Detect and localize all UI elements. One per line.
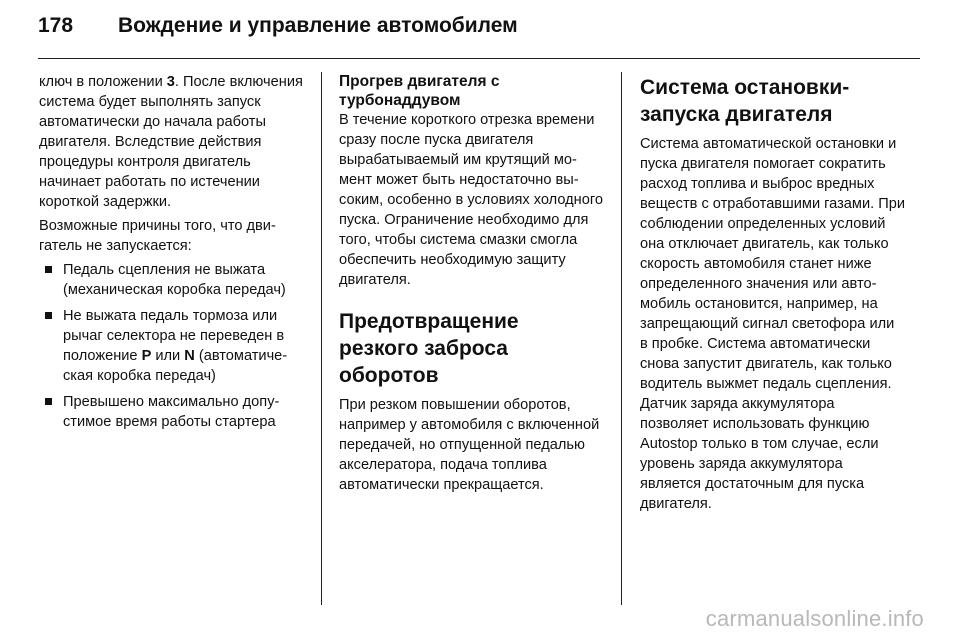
paragraph-overrun-prevention: При резком повышении оборотов, например у автомобиля с включенной передачей, но отпущенной педалью акселератора, подача топлива автоматически прекращается.: [339, 397, 600, 493]
page-number: 178: [38, 14, 74, 37]
list-item: Превышено максимально допустимое время работы стартера: [39, 392, 304, 432]
list-item: Педаль сцепления не выжата (механическая коробка передач): [39, 260, 304, 300]
key-position-3: 3: [166, 74, 175, 90]
reasons-list: [39, 260, 304, 432]
square-bullet-icon: [45, 398, 52, 405]
column-3: [640, 72, 905, 518]
page-header: [38, 14, 920, 38]
heading-overrun-prevention: Предотвращение резкого заброса оборотов: [339, 310, 519, 387]
square-bullet-icon: [45, 266, 52, 273]
column-1: [39, 72, 304, 438]
heading-stop-start-system: Система остановки-запуска двигателя: [640, 76, 850, 126]
header-rule: [38, 58, 920, 59]
paragraph-stop-start-system: Система автоматической остановки и пуска двигателя помогает сократить расход топлива и выброс вредных веществ с отработавшими газами. При соблюдении определенных условий она отключает двигатель, как только скорость автомобиля станет ниже определенного значения или автомобиль остановится, например, на запрещающий сигнал светофора или в пробке. Система автоматически снова запустит двигатель, как только водитель выжмет педаль сцепления. Датчик заряда аккумулятора позволяет использовать функцию Autostop только в том случае, если уровень заряда аккумулятора является достаточным для пуска двигателя.: [640, 136, 905, 512]
paragraph-key-position: ключ в положении 3. После включения система будет выполнять запуск автоматически до начала работы двигателя. Вследствие действия процедуры контроля двигатель начинает работать по истечении короткой задержки.: [39, 74, 303, 210]
column-2: [339, 72, 603, 499]
square-bullet-icon: [45, 312, 52, 319]
paragraph-turbo-warmup: В течение короткого отрезка времени сразу после пуска двигателя вырабатываемый им крутящий момент может быть недостаточно высоким, особенно в условиях холодного пуска. Ограничение необходимо для того, чтобы система смазки смогла обеспечить необходимую защиту двигателя.: [339, 112, 603, 288]
list-item: Не выжата педаль тормоза или рычаг селектора не переведен в положение P или N (автоматическая коробка передач): [39, 306, 304, 386]
paragraph-start-failure-reasons: Возможные причины того, что двигатель не запускается:: [39, 218, 276, 254]
heading-turbo-warmup: Прогрев двигателя с турбонаддувом: [339, 73, 500, 109]
page-title: Вождение и управление автомобилем: [118, 14, 518, 37]
watermark: carmanualsonline.info: [705, 606, 924, 631]
column-divider-2: [621, 72, 622, 605]
column-divider-1: [321, 72, 322, 605]
